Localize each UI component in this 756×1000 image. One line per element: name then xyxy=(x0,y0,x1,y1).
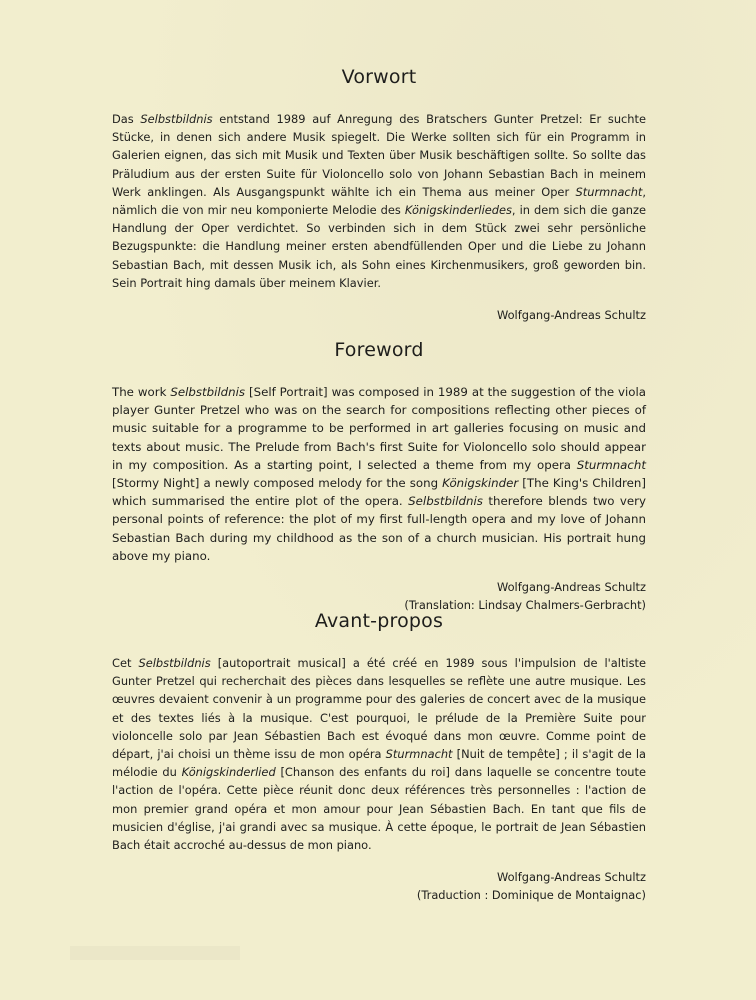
translation-credit-french: (Traduction : Dominique de Montaignac) xyxy=(416,888,646,903)
paragraph-vorwort: Das Selbstbildnis entstand 1989 auf Anregung des Bratschers Gunter Pretzel: Er suchte Stücke, in denen sich andere Musik spiegelt. Die Werke sollten sich für ein Programm in Galerien eignen, das sich mit Musik und Texten über Musik beschäftigen sollte. So sollte das Präludium aus der ersten Suite für Violoncello solo von Johann Sebastian Bach in meinem Werk anklingen. Als Ausgangspunkt wählte ich ein Thema aus meiner Oper Sturmnacht, nämlich die von mir neu komponierte Melodie des Königskinderliedes, in dem sich die ganze Handlung der Oper verdichtet. So verbinden sich in dem Stück zwei sehr persönliche Bezugspunkte: die Handlung meiner ersten abendfüllenden Oper und die Liebe zu Johann Sebastian Bach, mit dessen Musik ich, als Sohn eines Kirchenmusikers, groß geworden bin. Sein Portrait hing damals über meinem Klavier. xyxy=(112,112,647,290)
section-foreword xyxy=(112,339,646,614)
signature-foreword: Wolfgang-Andreas Schultz (Translation: Lindsay Chalmers-Gerbracht) xyxy=(404,580,646,613)
section-vorwort xyxy=(112,66,646,324)
paragraph-avant-propos: Cet Selbstbildnis [autoportrait musical] a été créé en 1989 sous l'impulsion de l'altiste Gunter Pretzel qui recherchait des pièces dans lesquelles se reflète une autre musique. Les œuvres devaient convenir à un programme pour des galeries de concert avec de la musique et des textes liés à la musique. C'est pourquoi, le prélude de la Première Suite pour violoncelle solo par Jean Sébastien Bach est évoqué dans mon œuvre. Comme point de départ, j'ai choisi un thème issu de mon opéra Sturmnacht [Nuit de tempête] ; il s'agit de la mélodie du Königskinderlied [Chanson des enfants du roi] dans laquelle se concentre toute l'action de l'opéra. Cette pièce réunit donc deux références très personnelles : l'action de mon premier grand opéra et mon amour pour Jean Sébastien Bach. En tant que fils de musicien d'église, j'ai grandi avec sa musique. À cette époque, le portrait de Jean Sébastien Bach était accroché au-dessus de mon piano. xyxy=(112,656,647,853)
signature-avant-propos: Wolfgang-Andreas Schultz (Traduction : Dominique de Montaignac) xyxy=(416,870,646,903)
translation-credit-english: (Translation: Lindsay Chalmers-Gerbracht) xyxy=(404,598,646,613)
signature-vorwort: Wolfgang-Andreas Schultz xyxy=(496,308,646,323)
section-avant-propos xyxy=(112,610,646,904)
heading-avant-propos: Avant-propos xyxy=(314,610,444,632)
bleed-through-shadow xyxy=(70,946,240,960)
paragraph-foreword: The work Selbstbildnis [Self Portrait] was composed in 1989 at the suggestion of the viola player Gunter Pretzel who was on the search for compositions reflecting other pieces of music suitable for a programme to be performed in art galleries focusing on music and texts about music. The Prelude from Bach's first Suite for Violoncello solo should appear in my composition. As a starting point, I selected a theme from my opera Sturmnacht [Stormy Night] a newly composed melody for the song Königskinder [The King's Children] which summarised the entire plot of the opera. Selbstbildnis therefore blends two very personal points of reference: the plot of my first full-length opera and my love of Johann Sebastian Bach during my childhood as the son of a church musician. His portrait hung above my piano. xyxy=(112,385,646,563)
heading-vorwort: Vorwort xyxy=(341,66,417,88)
heading-foreword: Foreword xyxy=(334,339,424,361)
